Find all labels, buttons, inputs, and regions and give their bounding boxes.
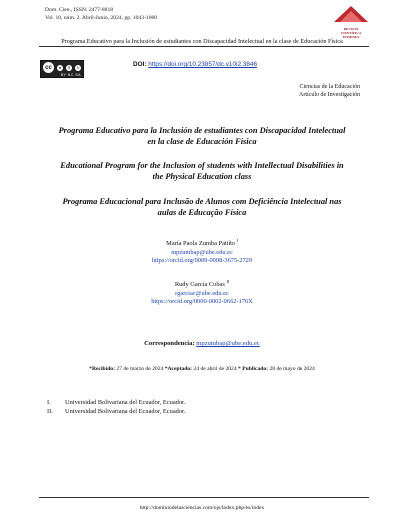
logo-line-1: REVISTA: [343, 27, 359, 31]
running-header: Programa Educativo para la Inclusión de estudiantes con Discapacidad Intelectual en la clase de Educación Física: [61, 38, 343, 45]
accepted-date: 24 de abril de 2024: [193, 366, 237, 372]
footer-url[interactable]: http://dominiodelasciencias.com/ojs/index.php/es/index: [139, 505, 265, 511]
received-date: 27 de marzo de 2024: [116, 366, 164, 372]
recycle-icon: ↻: [76, 65, 80, 70]
affiliation-1: I. Universidad Bolivariana del Ecuador, Ecuador.: [47, 399, 186, 406]
cc-icon: cc: [43, 62, 54, 73]
author-name: Rudy García Cobas: [174, 281, 225, 288]
correspondence-label: Correspondencia:: [144, 340, 195, 347]
title-spanish: Programa Educativo para la Inclusión de estudiantes con Discapacidad Intelectual en la clase de Educación Física: [58, 126, 346, 146]
journal-logo: [332, 5, 370, 39]
journal-meta: [45, 7, 157, 23]
title-english: Educational Program for the Inclusion of students with Intellectual Disabilities in the Physical Education class: [60, 161, 344, 181]
journal-issn: Dom. Cien., ISSN: 2477-8818: [45, 7, 114, 13]
article-category: [299, 83, 360, 100]
author-sup: II: [226, 278, 230, 284]
affiliation-2: II. Universidad Bolivariana del Ecuador, Ecuador.: [47, 408, 186, 415]
author-sup: I: [236, 237, 238, 243]
correspondence-email[interactable]: mpzumbap@ube.edu.ec: [196, 340, 260, 347]
author-2: [0, 278, 404, 307]
footer-rule: [39, 497, 369, 498]
author-email[interactable]: rgarciac@ube.edu.ec: [175, 289, 229, 297]
author-orcid[interactable]: https://orcid.org/0000-0002-0662-176X: [151, 298, 253, 306]
title-portuguese: Programa Educacional para Inclusão de Alunos com Deficiência Intelectual nas aulas de Educação Física: [62, 197, 342, 217]
doi-line: [133, 61, 257, 68]
cc-license-badge[interactable]: [40, 60, 84, 78]
header-rule: [39, 46, 369, 47]
author-email[interactable]: mpzumbap@ube.edu.ec: [171, 248, 233, 256]
logo-mark-icon: [332, 5, 370, 23]
category-type: Artículo de Investigación: [299, 92, 360, 99]
doi-label: DOI:: [133, 61, 147, 68]
journal-volume: Vol. 10, núm. 2. Abril-Junio, 2024, pp. 1043-1060: [45, 14, 158, 21]
logo-line-2: CIENTÍFICA: [340, 30, 362, 35]
author-orcid[interactable]: https://orcid.org/0009-0008-3675-2729: [151, 257, 253, 265]
doi-link[interactable]: https://doi.org/10.23857/dc.v10i2.3846: [148, 61, 258, 68]
dollar-icon: $: [68, 65, 70, 70]
cc-labels: BY NC SA: [60, 73, 81, 77]
logo-line-3: DOMINIO: [342, 34, 359, 39]
author-1: [0, 237, 404, 266]
author-name: María Paola Zumba Patiño: [166, 240, 235, 247]
published-date: 28 de mayo de 2024: [269, 366, 315, 372]
category-area: Ciencias de la Educación: [299, 84, 360, 90]
article-dates: *Recibido: 27 de marzo de 2024 *Aceptado: 24 de abril de 2024 * Publicado: 28 de mayo de 2024: [89, 366, 315, 372]
correspondence: [0, 340, 404, 347]
person-icon: ●: [58, 65, 62, 70]
